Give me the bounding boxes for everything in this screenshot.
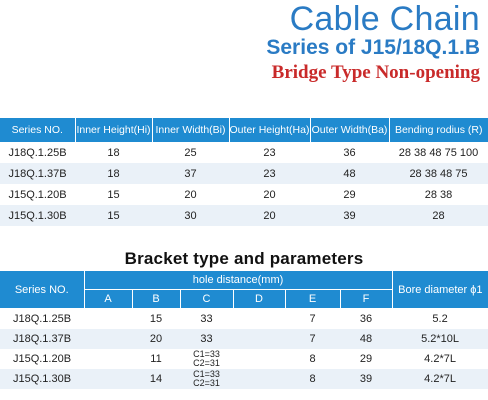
table-cell <box>180 369 233 389</box>
header-cell: Outer Height(Ha) <box>229 118 310 142</box>
table-cell: 33 <box>200 313 213 325</box>
page-title: Cable Chain <box>289 0 480 38</box>
c1-value: C1=33 <box>193 349 220 359</box>
table-cell: 5.2*10L <box>392 329 488 349</box>
table-cell: 15 <box>107 188 120 201</box>
bracket-section-title: Bracket type and parameters <box>124 249 364 268</box>
header-cell: Series NO. <box>0 271 84 309</box>
table-cell: 11 <box>150 353 162 365</box>
table-row <box>0 309 488 330</box>
table-cell: 37 <box>152 163 229 184</box>
c1-value: C1=33 <box>193 369 220 379</box>
table-cell: 15 <box>149 313 163 325</box>
table-cell: 20 <box>184 188 197 201</box>
table-cell: 4.2*7L <box>424 353 456 365</box>
header-cell: E <box>285 290 340 309</box>
table-cell <box>233 369 285 389</box>
table-row <box>0 369 488 389</box>
table-cell: 39 <box>310 205 389 226</box>
table-cell: 14 <box>132 369 180 389</box>
header-cell: Inner Width(Bi) <box>152 118 229 142</box>
table-cell: J18Q.1.25B <box>8 146 67 159</box>
header-cell: Series NO. <box>0 118 75 142</box>
specs-table <box>0 118 488 226</box>
table-row <box>0 329 488 349</box>
table-cell: 36 <box>343 146 356 159</box>
c2-value: C2=31 <box>193 358 220 368</box>
table-cell: 5.2 <box>432 313 448 325</box>
table-cell <box>84 369 132 389</box>
table-cell: 28 38 48 75 <box>389 163 488 184</box>
table-cell: 4.2*7L <box>392 369 488 389</box>
table-cell: J15Q.1.30B <box>0 369 84 389</box>
table-cell: 20 <box>263 188 276 201</box>
table-cell: 7 <box>309 313 316 325</box>
table-cell <box>233 309 285 330</box>
table-cell <box>233 349 285 369</box>
table-cell: J18Q.1.37B <box>0 163 75 184</box>
table-cell: 39 <box>340 369 392 389</box>
table-cell: 23 <box>263 146 276 159</box>
table-cell: 8 <box>309 353 316 365</box>
table-cell: 7 <box>285 329 340 349</box>
bracket-header-row <box>0 271 488 290</box>
table-row <box>0 142 488 163</box>
table-cell <box>84 309 132 330</box>
table-row <box>0 349 488 369</box>
header-cell: F <box>340 290 392 309</box>
header-cell: Outer Width(Ba) <box>310 118 389 142</box>
table-cell <box>233 329 285 349</box>
table-cell: 15 <box>75 205 152 226</box>
table-cell: 8 <box>285 369 340 389</box>
table-cell <box>180 349 233 369</box>
table-cell: J15Q.1.20B <box>12 353 72 365</box>
table-row <box>0 163 488 184</box>
specs-header-row <box>0 118 488 142</box>
header-cell: Bore diameter ϕ1 <box>392 271 488 309</box>
table-cell: 18 <box>75 163 152 184</box>
table-cell: 48 <box>310 163 389 184</box>
table-cell: 29 <box>343 188 356 201</box>
header-cell: D <box>233 290 285 309</box>
table-cell: J15Q.1.20B <box>8 188 67 201</box>
table-cell: 48 <box>340 329 392 349</box>
table-cell <box>84 349 132 369</box>
table-cell: J15Q.1.30B <box>0 205 75 226</box>
c2-value: C2=31 <box>193 378 220 388</box>
table-cell: 23 <box>229 163 310 184</box>
header-cell: B <box>132 290 180 309</box>
table-cell: 20 <box>229 205 310 226</box>
table-cell: 28 <box>389 205 488 226</box>
table-row <box>0 205 488 226</box>
table-row <box>0 184 488 205</box>
header-cell: Inner Height(Hi) <box>75 118 152 142</box>
table-cell: 25 <box>184 146 197 159</box>
header-cell: hole distance(mm) <box>84 271 392 290</box>
header-cell: C <box>180 290 233 309</box>
table-cell: 33 <box>180 329 233 349</box>
type-label: Bridge Type Non-opening <box>271 62 480 83</box>
table-cell: 36 <box>359 313 373 325</box>
table-cell: 29 <box>359 353 373 365</box>
table-cell: 30 <box>152 205 229 226</box>
table-cell <box>84 329 132 349</box>
table-cell: J18Q.1.37B <box>0 329 84 349</box>
table-cell: J18Q.1.25B <box>12 313 72 325</box>
header-cell: A <box>84 290 132 309</box>
table-cell: 28 38 <box>424 188 453 201</box>
bracket-table <box>0 271 488 389</box>
table-cell: 28 38 48 75 100 <box>398 146 479 159</box>
series-subtitle: Series of J15/18Q.1.B <box>266 36 480 59</box>
table-cell: 18 <box>107 146 120 159</box>
table-cell: 20 <box>132 329 180 349</box>
header-cell: Bending rodius (R) <box>389 118 488 142</box>
